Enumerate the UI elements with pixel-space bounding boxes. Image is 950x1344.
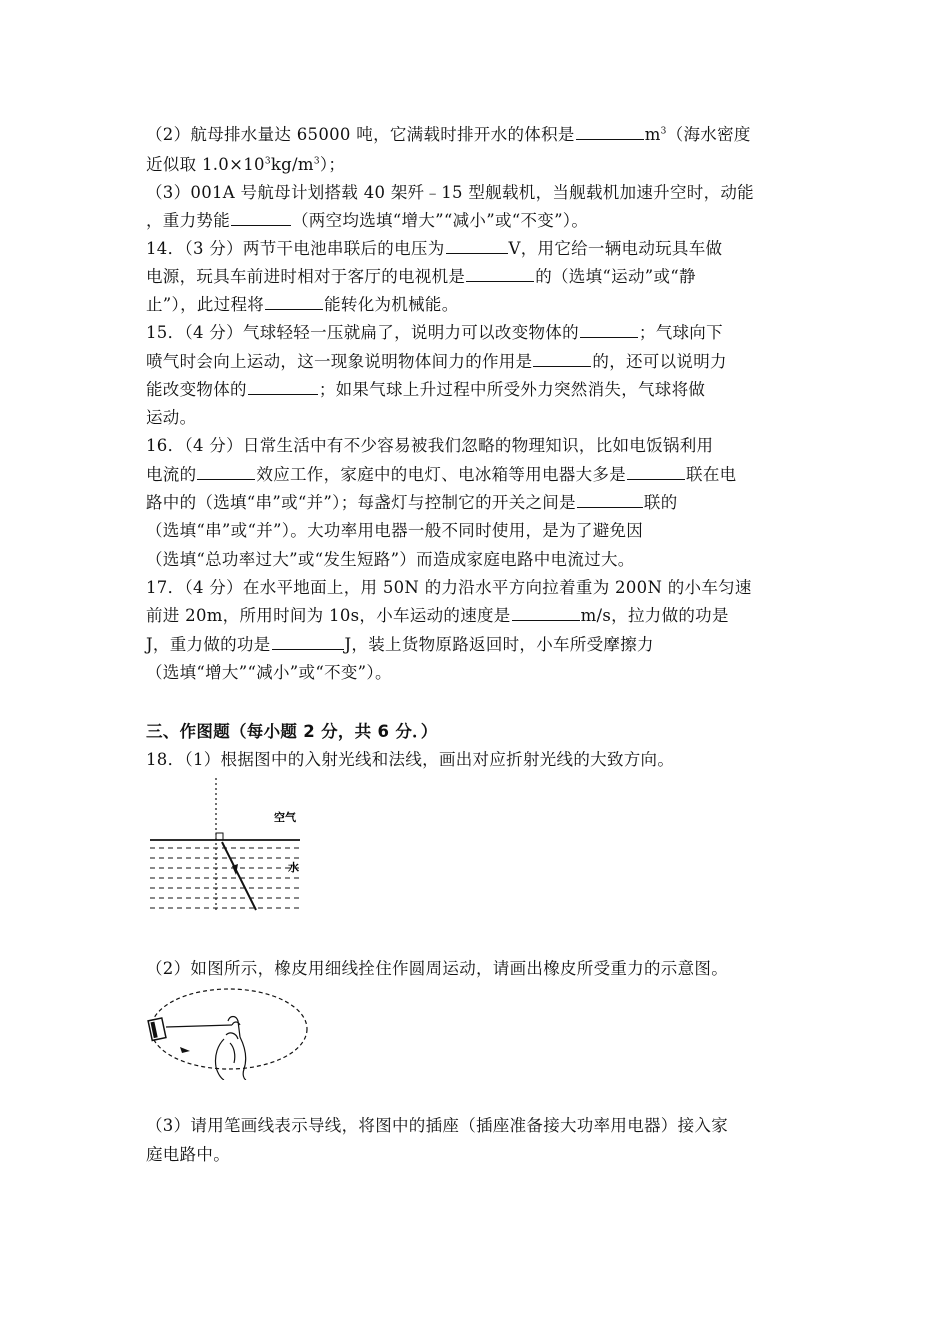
q18-part3-line1: （3）请用笔画线表示导线，将图中的插座（插座准备接大功率用电器）接入家 — [146, 1116, 728, 1135]
water-dashes — [150, 848, 300, 908]
answer-blank[interactable] — [512, 604, 580, 621]
q17-line1: 17．（4 分）在水平地面上，用 50N 的力沿水平方向拉着重为 200N 的小车匀速 — [146, 578, 752, 597]
answer-blank[interactable] — [580, 321, 638, 338]
q16-line3: 路中的（选填“串”或“并”）；每盏灯与控制它的开关之间是 联的 — [146, 493, 678, 512]
q15-line1: 15．（4 分）气球轻轻一压就扁了，说明力可以改变物体的 ；气球向下 — [146, 323, 723, 342]
water-label: 水 — [288, 861, 299, 874]
answer-blank[interactable] — [197, 463, 255, 480]
eraser — [148, 1018, 166, 1040]
q13-part3-line1: （3）001A 号航母计划搭载 40 架歼﹣15 型舰载机，当舰载机加速升空时，动能 — [146, 183, 754, 202]
hand-icon — [215, 1017, 246, 1081]
q18-part2: （2）如图所示，橡皮用细线拴住作圆周运动，请画出橡皮所受重力的示意图。 — [146, 959, 728, 978]
refraction-figure — [146, 778, 306, 913]
air-label: 空气 — [274, 811, 296, 824]
section-heading: 三、作图题（每小题 2 分，共 6 分．） — [146, 722, 438, 741]
answer-blank[interactable] — [577, 491, 643, 508]
answer-blank[interactable] — [231, 209, 291, 226]
arrow-icon — [180, 1047, 190, 1053]
q16-line5: （选填“总功率过大”或“发生短路”）而造成家庭电路中电流过大。 — [146, 550, 635, 569]
q17-line2: 前进 20m，所用时间为 10s，小车运动的速度是 m/s，拉力做的功是 — [146, 606, 729, 625]
string-line — [166, 1025, 232, 1027]
q13-part2-text: （2）航母排水量达 65000 吨，它满载时排开水的体积是 — [146, 125, 575, 144]
q18-part1: 18．（1）根据图中的入射光线和法线，画出对应折射光线的大致方向。 — [146, 750, 675, 769]
q13-part2-line2: 近似取 $1.0\times 10^3kg/m^3$）； — [146, 155, 346, 174]
q15-line4: 运动。 — [146, 408, 197, 427]
q15-line2: 喷气时会向上运动，这一现象说明物体间力的作用是 的，还可以说明力 — [146, 352, 727, 371]
answer-blank[interactable] — [446, 237, 508, 254]
q18-part3-line2: 庭电路中。 — [146, 1145, 230, 1164]
answer-blank[interactable] — [627, 463, 685, 480]
answer-blank[interactable] — [533, 350, 591, 367]
q14-line3: 止”），此过程将 能转化为机械能。 — [146, 295, 459, 314]
q16-line2: 电流的 效应工作，家庭中的电灯、电冰箱等用电器大多是 联在电 — [146, 465, 737, 484]
answer-blank[interactable] — [272, 633, 344, 650]
orbit-path — [151, 989, 307, 1069]
answer-blank[interactable] — [576, 123, 644, 140]
right-angle-marker — [216, 833, 223, 840]
q16-line1: 16．（4 分）日常生活中有不少容易被我们忽略的物理知识，比如电饭锅利用 — [146, 436, 714, 455]
q15-line3: 能改变物体的 ；如果气球上升过程中所受外力突然消失，气球将做 — [146, 380, 706, 399]
answer-blank[interactable] — [248, 378, 318, 395]
q13-part2-line1: （2）航母排水量达 65000 吨，它满载时排开水的体积是 $m^3$（海水密度 — [146, 125, 751, 144]
q17-line3: J，重力做的功是 J，装上货物原路返回时，小车所受摩擦力 — [146, 635, 654, 654]
answer-blank[interactable] — [265, 293, 323, 310]
q13-part3-line2: ，重力势能 （两空均选填“增大”“减小”或“不变”）。 — [146, 211, 589, 230]
q14-line1: 14．（3 分）两节干电池串联后的电压为 V，用它给一辆电动玩具车做 — [146, 239, 723, 258]
q17-line4: （选填“增大”“减小”或“不变”）。 — [146, 663, 392, 682]
incident-ray — [222, 842, 256, 910]
q14-line2: 电源，玩具车前进时相对于客厅的电视机是 的（选填“运动”或“静 — [146, 267, 696, 286]
q16-line4: （选填“串”或“并”）。大功率用电器一般不同时使用，是为了避免因 — [146, 521, 644, 540]
circular-motion-figure — [144, 985, 312, 1080]
answer-blank[interactable] — [466, 265, 534, 282]
